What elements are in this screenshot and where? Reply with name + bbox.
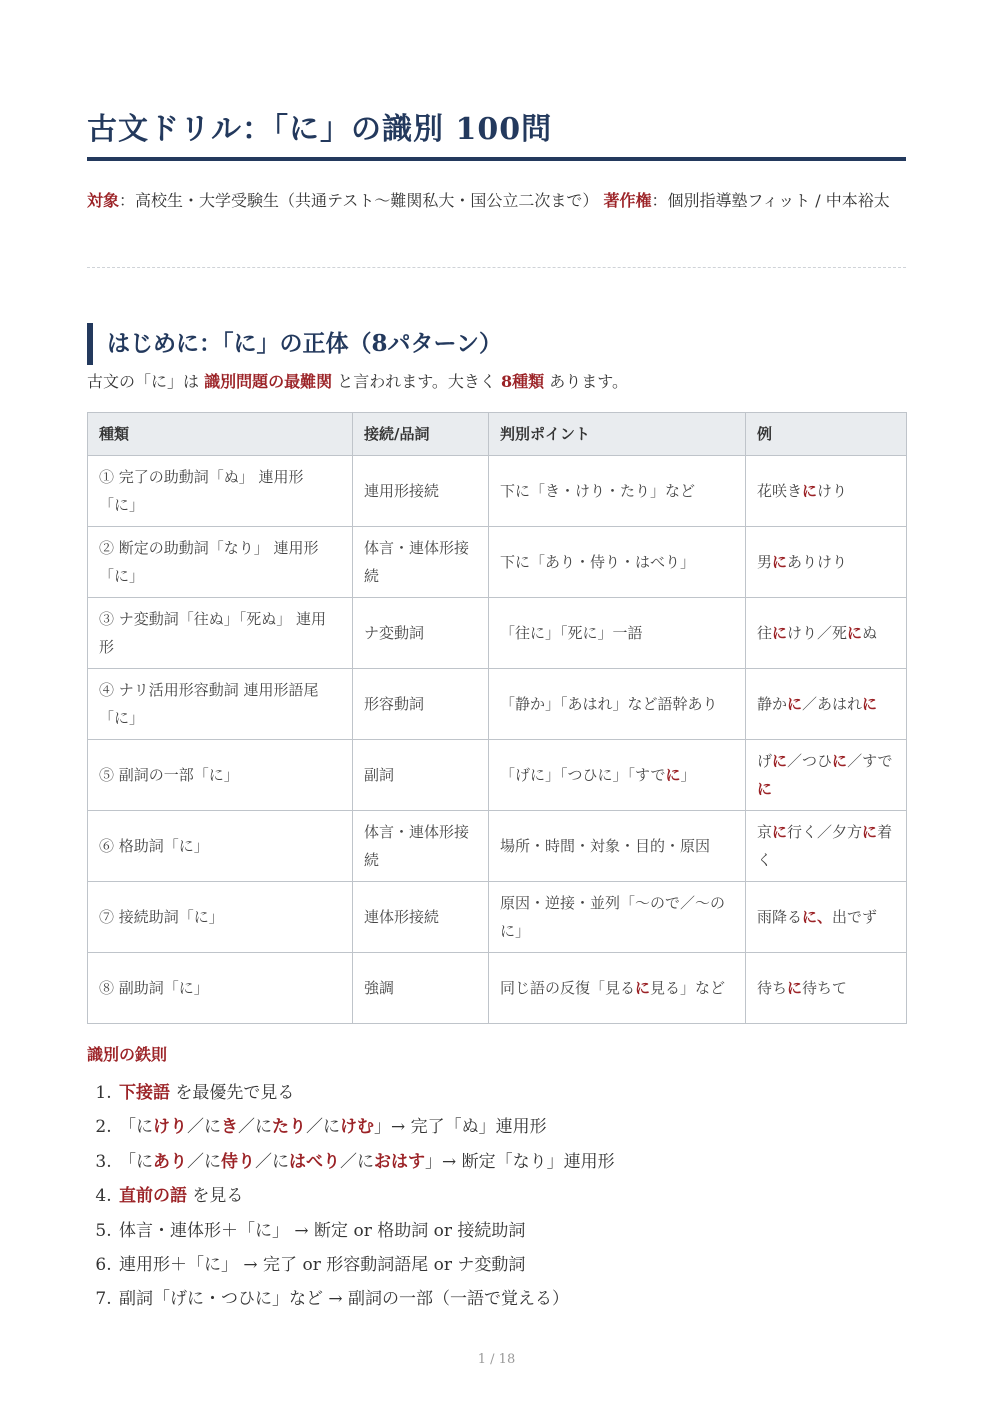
cell-point	[489, 953, 746, 1024]
text-segment: 「に	[119, 1151, 153, 1172]
cell-point	[489, 669, 746, 740]
text-segment: を最優先で見る	[170, 1083, 295, 1103]
text-segment: 雨降る	[757, 908, 803, 926]
cell-kind: ⑥ 格助詞「に」	[88, 811, 353, 882]
table-row	[88, 527, 907, 598]
text-segment: 待ち	[757, 979, 788, 997]
rules-list	[87, 1076, 615, 1317]
text-segment: 同じ語の反復「見る	[500, 979, 636, 997]
text-segment: ／あはれ	[802, 695, 863, 713]
highlight-ni: に	[787, 695, 803, 713]
cell-example	[746, 456, 907, 527]
column-header-kind: 種類	[88, 413, 353, 456]
highlight-ni: 侍り	[221, 1151, 255, 1172]
text-segment: 京	[757, 823, 773, 841]
column-header-connection: 接続/品詞	[353, 413, 489, 456]
text-segment: 静か	[757, 695, 788, 713]
column-header-example: 例	[746, 413, 907, 456]
cell-connection: 強調	[353, 953, 489, 1024]
text-segment: 下に「あり・侍り・はべり」	[500, 553, 696, 571]
text-segment: 「げに」「つひに」「すで	[500, 766, 666, 784]
highlight-ni: き	[221, 1117, 238, 1138]
table-row	[88, 740, 907, 811]
copyright-label: 著作権	[603, 191, 652, 210]
rule-item	[117, 1110, 615, 1144]
cell-point	[489, 811, 746, 882]
cell-kind: ⑤ 副詞の一部「に」	[88, 740, 353, 811]
text-segment: 出でず	[832, 908, 878, 926]
cell-kind: ① 完了の助動詞「ぬ」 連用形「に」	[88, 456, 353, 527]
rule-item	[117, 1214, 615, 1248]
cell-example	[746, 811, 907, 882]
text-segment: ありけり	[787, 553, 848, 571]
cell-kind: ② 断定の助動詞「なり」 連用形「に」	[88, 527, 353, 598]
text-segment: 待ちて	[802, 979, 847, 997]
cell-example	[746, 882, 907, 953]
highlight-ni: はべり	[289, 1151, 340, 1172]
rule-item	[117, 1282, 615, 1316]
cell-connection: 副詞	[353, 740, 489, 811]
cell-kind: ⑦ 接続助詞「に」	[88, 882, 353, 953]
target-label: 対象	[87, 191, 120, 210]
highlight-ni: たり	[272, 1117, 306, 1138]
text-segment: ／に	[187, 1117, 221, 1138]
text-segment: 行く／夕方	[787, 823, 863, 841]
text-segment: ／に	[340, 1151, 374, 1172]
cell-example	[746, 527, 907, 598]
document-title: 古文ドリル：「に」の識別 100問	[87, 112, 553, 147]
table-row	[88, 811, 907, 882]
highlight-ni: 直前の語	[119, 1186, 187, 1207]
highlight-ni: に	[772, 752, 788, 770]
target-value: ：高校生・大学受験生（共通テスト〜難関私大・国公立二次まで）	[119, 191, 599, 210]
highlight-ni: に	[772, 553, 788, 571]
cell-connection: 連体形接続	[353, 882, 489, 953]
text-segment: ／に	[306, 1117, 340, 1138]
text-segment: ぬ	[862, 624, 878, 642]
highlight-ni: けり	[153, 1117, 187, 1138]
cell-connection: 体言・連体形接続	[353, 527, 489, 598]
text-segment: ／つひ	[787, 752, 833, 770]
intro-text-2: と言われます。大きく	[332, 372, 502, 391]
text-segment: げ	[757, 752, 773, 770]
text-segment: 見る」など	[650, 979, 726, 997]
cell-point	[489, 598, 746, 669]
title-underline	[87, 157, 906, 161]
highlight-ni: に、	[802, 908, 833, 926]
text-segment: ／すで	[847, 752, 893, 770]
cell-example	[746, 953, 907, 1024]
rules-heading: 識別の鉄則	[87, 1045, 168, 1064]
rule-item	[117, 1248, 615, 1282]
cell-point	[489, 882, 746, 953]
text-segment: 」→ 断定「なり」連用形	[425, 1151, 615, 1172]
text-segment: 「に	[119, 1117, 153, 1138]
highlight-ni: に	[772, 823, 788, 841]
text-segment: 往	[757, 624, 773, 642]
highlight-ni: に	[847, 624, 863, 642]
text-segment: 」	[680, 766, 696, 784]
highlight-ni: に	[787, 979, 803, 997]
text-segment: 連用形＋「に」 → 完了 or 形容動詞語尾 or ナ変動詞	[119, 1255, 526, 1276]
table-row	[88, 598, 907, 669]
highlight-ni: に	[862, 695, 878, 713]
cell-point	[489, 740, 746, 811]
highlight-ni: おはす	[374, 1151, 425, 1172]
highlight-ni: に	[665, 766, 681, 784]
text-segment: 副詞「げに・つひに」など → 副詞の一部（一語で覚える）	[119, 1289, 570, 1310]
page-number: 1 / 18	[477, 1352, 516, 1367]
text-segment: ／に	[238, 1117, 272, 1138]
rule-item	[117, 1076, 615, 1110]
intro-emphasis-2: 8種類	[501, 372, 545, 391]
section-divider	[87, 267, 906, 268]
text-segment: 原因・逆接・並列「〜ので／〜のに」	[500, 894, 726, 940]
cell-example	[746, 598, 907, 669]
highlight-ni: に	[862, 823, 878, 841]
table-row	[88, 456, 907, 527]
cell-connection: 形容動詞	[353, 669, 489, 740]
highlight-ni: に	[635, 979, 651, 997]
text-segment: 「往に」「死に」一語	[500, 624, 643, 642]
table-body	[88, 456, 907, 1024]
intro-text-1: 古文の「に」は	[87, 372, 205, 391]
cell-point	[489, 456, 746, 527]
table-row	[88, 953, 907, 1024]
highlight-ni: に	[802, 482, 818, 500]
highlight-ni: 下接語	[119, 1083, 170, 1103]
meta-line	[87, 186, 906, 216]
text-segment: けり／死	[787, 624, 848, 642]
text-segment: 「静か」「あはれ」など語幹あり	[500, 695, 718, 713]
ni-patterns-table	[87, 412, 907, 1024]
intro-paragraph	[87, 368, 628, 396]
cell-kind: ③ ナ変動詞「往ぬ」「死ぬ」 連用形	[88, 598, 353, 669]
text-segment: 着く	[757, 823, 893, 869]
highlight-ni: に	[772, 624, 788, 642]
cell-kind: ④ ナリ活用形容動詞 連用形語尾「に」	[88, 669, 353, 740]
cell-example	[746, 669, 907, 740]
column-header-point: 判別ポイント	[489, 413, 746, 456]
rule-item	[117, 1145, 615, 1179]
cell-kind: ⑧ 副助詞「に」	[88, 953, 353, 1024]
cell-point	[489, 527, 746, 598]
table-row	[88, 669, 907, 740]
text-segment: 花咲き	[757, 482, 803, 500]
cell-connection: 体言・連体形接続	[353, 811, 489, 882]
highlight-ni: けむ	[340, 1117, 374, 1138]
highlight-ni: に	[832, 752, 848, 770]
rule-item	[117, 1179, 615, 1213]
text-segment: 場所・時間・対象・目的・原因	[500, 837, 711, 855]
text-segment: 体言・連体形＋「に」 → 断定 or 格助詞 or 接続助詞	[119, 1220, 526, 1241]
copyright-value: ：個別指導塾フィット / 中本裕太	[651, 191, 890, 210]
highlight-ni: に	[757, 780, 773, 798]
text-segment: 下に「き・けり・たり」など	[500, 482, 696, 500]
section-heading: はじめに：「に」の正体（8パターン）	[87, 323, 502, 365]
cell-example	[746, 740, 907, 811]
highlight-ni: あり	[153, 1151, 187, 1172]
text-segment: けり	[817, 482, 848, 500]
text-segment: ／に	[187, 1151, 221, 1172]
intro-text-3: あります。	[544, 372, 628, 391]
text-segment: 男	[757, 553, 773, 571]
table-row	[88, 882, 907, 953]
intro-emphasis-1: 識別問題の最難関	[204, 372, 333, 391]
text-segment: ／に	[255, 1151, 289, 1172]
cell-connection: ナ変動詞	[353, 598, 489, 669]
cell-connection: 連用形接続	[353, 456, 489, 527]
text-segment: を見る	[187, 1186, 244, 1207]
text-segment: 」→ 完了「ぬ」連用形	[374, 1117, 547, 1138]
table-header-row	[88, 413, 907, 456]
